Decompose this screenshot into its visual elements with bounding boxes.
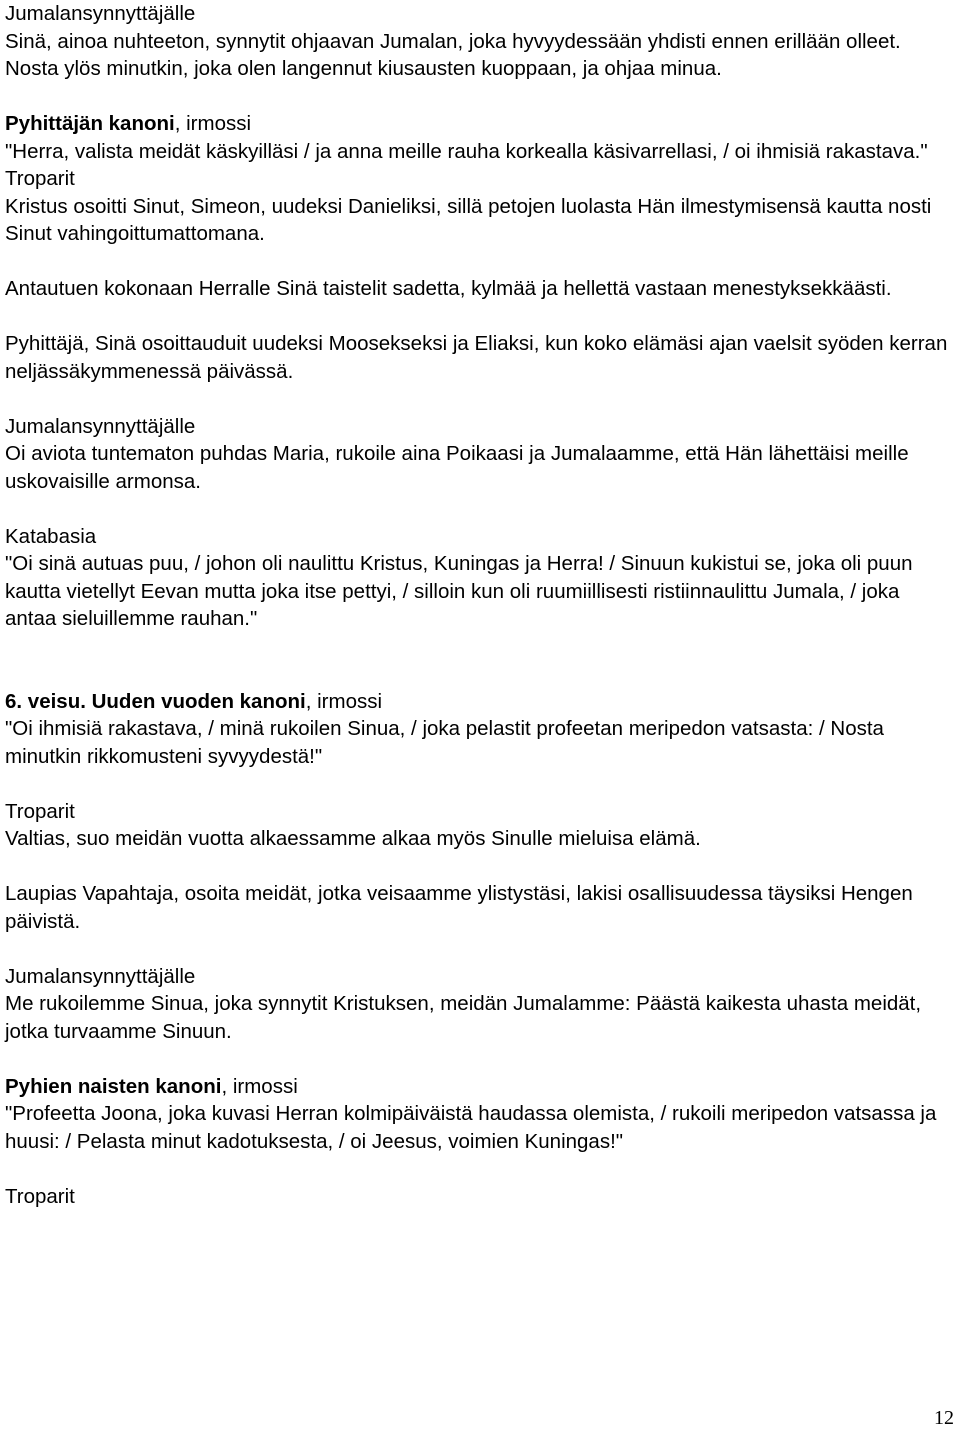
heading-rest: , irmossi (221, 1074, 298, 1098)
section-heading (5, 110, 955, 138)
heading-rest: , irmossi (174, 112, 252, 135)
paragraph: Valtias, suo meidän vuotta alkaessamme alkaa myös Sinulle mieluisa elämä. (5, 827, 701, 850)
paragraph: "Oi sinä autuas puu, / johon oli naulittu Kristus, Kuningas ja Herra! / Sinuun kukistui se, joka oli puun kautta vietellyt Eevan mutta joka itse pettyi, / silloin kun oli ruumiillisesti ristiinnaulittu Jumala, / joka antaa sieluillemme rauhan." (5, 552, 913, 630)
heading-rest: , irmossi (305, 689, 383, 713)
paragraph: Kristus osoitti Sinut, Simeon, uudeksi Danieliksi, sillä petojen luolasta Hän ilmestymisensä kautta nosti Sinut vahingoittumattomana. (5, 194, 932, 245)
section-heading: Troparit (5, 1184, 75, 1208)
paragraph: "Herra, valista meidät käskyilläsi / ja anna meille rauha korkealla käsivarrellasi, / oi ihmisiä rakastava." (5, 139, 928, 163)
paragraph: Antautuen kokonaan Herralle Sinä taistelit sadetta, kylmää ja hellettä vastaan menestyksekkäästi. (5, 277, 892, 300)
paragraph: "Profeetta Joona, joka kuvasi Herran kolmipäiväistä haudassa olemista, / rukoili meripedon vatsassa ja huusi: / Pelasta minut kadotuksesta, / oi Jeesus, voimien Kuningas!" (5, 1102, 937, 1153)
paragraph: "Oi ihmisiä rakastava, / minä rukoilen Sinua, / joka pelastit profeetan meripedon vatsasta: / Nosta minutkin rikkomusteni syvyydestä!" (5, 717, 884, 768)
page-number: 12 (934, 1407, 954, 1429)
section-heading: Jumalansynnyttäjälle (5, 964, 196, 988)
document-page (5, 0, 955, 1210)
section-heading: Jumalansynnyttäjälle (5, 414, 196, 438)
section-heading (5, 1073, 955, 1101)
section-heading: Troparit (5, 799, 75, 823)
paragraph: Laupias Vapahtaja, osoita meidät, jotka veisaamme ylistystäsi, lakisi osallisuudessa täysiksi Hengen päivistä. (5, 882, 913, 933)
heading-bold: 6. veisu. Uuden vuoden kanoni (5, 689, 306, 713)
heading-bold: Pyhittäjän kanoni (5, 112, 175, 135)
section-heading: Katabasia (5, 524, 97, 548)
paragraph: Me rukoilemme Sinua, joka synnytit Kristuksen, meidän Jumalamme: Päästä kaikesta uhasta meidät, jotka turvaamme Sinuun. (5, 992, 922, 1043)
section-heading: Troparit (5, 167, 75, 190)
section-heading: Jumalansynnyttäjälle (5, 2, 196, 25)
heading-bold: Pyhien naisten kanoni (5, 1074, 222, 1098)
paragraph: Pyhittäjä, Sinä osoittauduit uudeksi Moosekseksi ja Eliaksi, kun koko elämäsi ajan vaelsit syöden kerran neljässäkymmenessä päivässä. (5, 332, 948, 383)
paragraph: Oi aviota tuntematon puhdas Maria, rukoile aina Poikaasi ja Jumalaamme, että Hän lähettäisi meille uskovaisille armonsa. (5, 442, 909, 493)
paragraph: Sinä, ainoa nuhteeton, synnytit ohjaavan Jumalan, joka hyvyydessään yhdisti ennen erillään olleet. Nosta ylös minutkin, joka olen langennut kiusausten kuoppaan, ja ohjaa minua. (5, 29, 901, 80)
section-heading (5, 688, 955, 716)
